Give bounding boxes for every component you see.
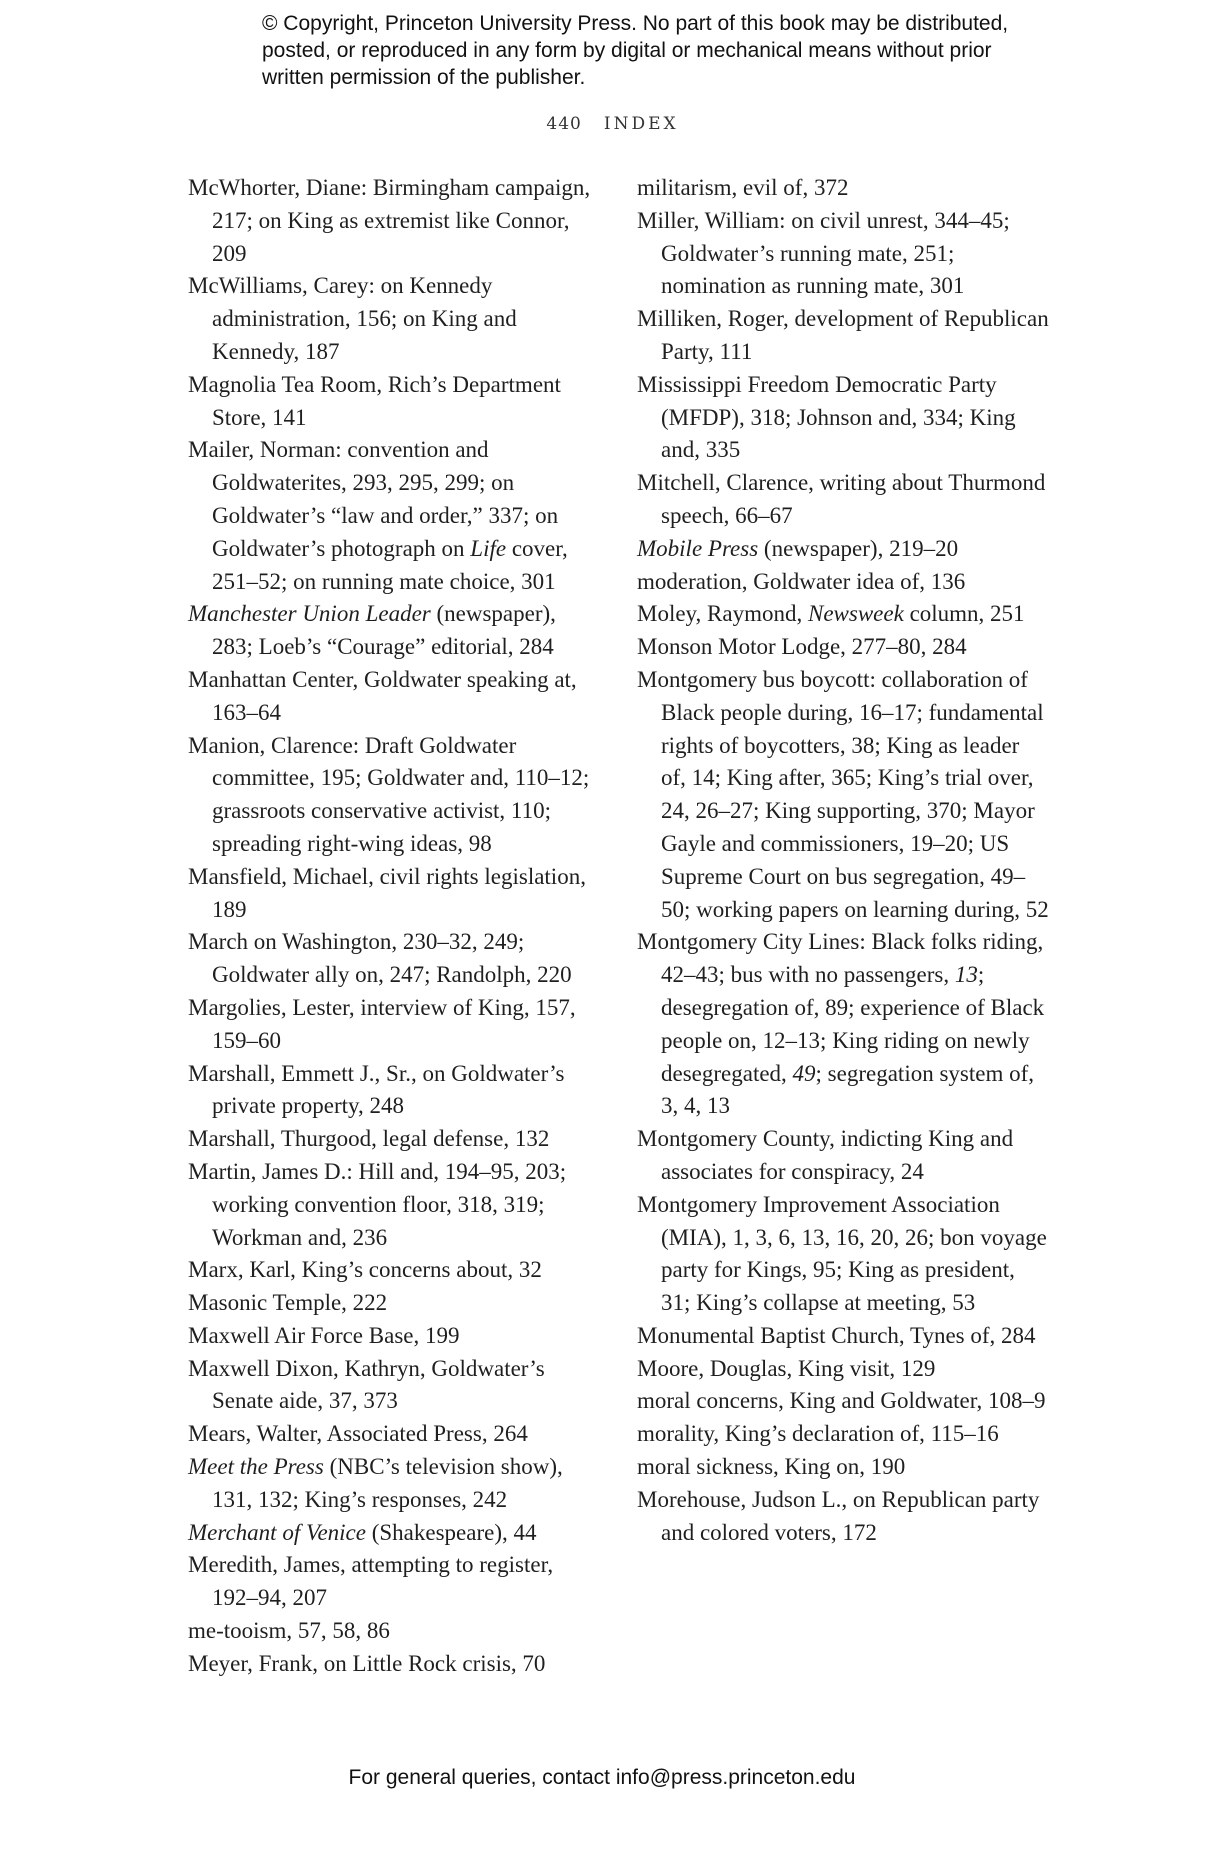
index-entry-text: Monson Motor Lodge, 277–80, 284: [637, 634, 967, 660]
index-entry-text: moderation, Goldwater idea of, 136: [637, 568, 966, 594]
index-entry: [188, 1254, 600, 1287]
index-entry: [637, 1189, 1049, 1320]
index-entry-text: Margolies, Lester, interview of King, 157, 159–60: [188, 994, 576, 1053]
index-entry-text: Montgomery bus boycott: collaboration of Black people during, 16–17; fundamental rights of boycotters, 38; King as leader of, 14; King after, 365; King’s trial over, 24, 26–27; King supporting, 370; Mayor Gayle and commissioners, 19–20; US Supreme Court on bus segregation, 49–50; working papers on learning during, 52: [637, 666, 1049, 922]
index-entry: [637, 926, 1049, 1123]
index-entry-text: Meyer, Frank, on Little Rock crisis, 70: [188, 1650, 546, 1676]
index-entry-text: March on Washington, 230–32, 249; Goldwater ally on, 247; Randolph, 220: [188, 929, 572, 988]
index-entry-text: me-tooism, 57, 58, 86: [188, 1618, 390, 1644]
index-entry-text: Monumental Baptist Church, Tynes of, 284: [637, 1322, 1036, 1348]
footer-contact: For general queries, contact info@press.princeton.edu: [348, 1766, 856, 1789]
index-entry: [188, 1418, 600, 1451]
index-entry-text: moral sickness, King on, 190: [637, 1454, 906, 1480]
index-entry-text: Mansfield, Michael, civil rights legislation, 189: [188, 863, 586, 922]
index-entry-text: McWhorter, Diane: Birmingham campaign, 217; on King as extremist like Connor, 209: [188, 175, 591, 266]
index-entry-text: Meredith, James, attempting to register, 192–94, 207: [188, 1552, 554, 1611]
index-entry-text: Maxwell Air Force Base, 199: [188, 1322, 460, 1348]
index-entry: [188, 1058, 600, 1124]
index-entry-text: Marx, Karl, King’s concerns about, 32: [188, 1257, 542, 1283]
index-entry-text: Miller, William: on civil unrest, 344–45; Goldwater’s running mate, 251; nomination as running mate, 301: [637, 207, 1010, 299]
index-entry-text: (Shakespeare), 44: [365, 1519, 537, 1545]
index-entry-text: Montgomery City Lines: Black folks riding, 42–43; bus with no passengers,: [637, 929, 1044, 988]
index-entry-text: Maxwell Dixon, Kathryn, Goldwater’s Senate aide, 37, 373: [188, 1355, 545, 1414]
index-entry: [188, 1451, 600, 1517]
index-entry-text: Marshall, Thurgood, legal defense, 132: [188, 1126, 550, 1152]
index-entry-italic: Newsweek: [808, 601, 904, 627]
index-entry-text: Martin, James D.: Hill and, 194–95, 203; working convention floor, 318, 319; Workman and, 236: [188, 1158, 567, 1250]
index-entry: [188, 1123, 600, 1156]
index-entry-text: Mississippi Freedom Democratic Party (MFDP), 318; Johnson and, 334; King and, 335: [637, 371, 1016, 463]
index-entry: [188, 861, 600, 927]
index-entry: [188, 1156, 600, 1254]
index-entry: [188, 369, 600, 435]
index-entry: [637, 1484, 1049, 1550]
index-entry-text: Mears, Walter, Associated Press, 264: [188, 1421, 528, 1447]
index-entry: [637, 172, 1049, 205]
index-column-right: [637, 172, 1049, 1549]
index-entry-italic: 49: [792, 1060, 816, 1086]
copyright-notice: © Copyright, Princeton University Press. No part of this book may be distributed, posted, or reproduced in any form by digital or mechanical means without prior written permission of the publisher.: [262, 12, 1009, 89]
section-title: INDEX: [603, 114, 679, 134]
index-entry-text: Montgomery Improvement Association (MIA), 1, 3, 6, 13, 16, 20, 26; bon voyage party for Kings, 95; King as president, 31; King’s collapse at meeting, 53: [637, 1191, 1047, 1316]
index-entry: [637, 369, 1049, 467]
index-entry-text: Moley, Raymond,: [637, 601, 808, 627]
index-entry-text: Morehouse, Judson L., on Republican party and colored voters, 172: [637, 1486, 1040, 1545]
index-entry: [188, 992, 600, 1058]
index-entry-text: cover, 251–52; on running mate choice, 301: [212, 535, 568, 594]
index-entry-italic: Mobile Press: [637, 535, 759, 561]
index-entry-text: (NBC’s television show), 131, 132; King’s responses, 242: [212, 1454, 563, 1512]
index-entry: [637, 664, 1049, 926]
index-entry-text: Magnolia Tea Room, Rich’s Department Store, 141: [188, 371, 561, 430]
index-entry-text: moral concerns, King and Goldwater, 108–9: [637, 1388, 1046, 1414]
index-entry: [637, 1418, 1049, 1451]
index-entry-text: ; desegregation of, 89; experience of Black people on, 12–13; King riding on newly desegregated,: [661, 962, 1045, 1086]
page-number: 440: [546, 114, 582, 134]
index-entry-text: Mailer, Norman: convention and Goldwaterites, 293, 295, 299; on Goldwater’s “law and order,” 337; on Goldwater’s photograph on: [188, 437, 559, 561]
index-entry: [637, 533, 1049, 566]
running-head: [0, 114, 1225, 134]
index-entry-italic: Meet the Press: [188, 1454, 324, 1480]
index-entry: [188, 1287, 600, 1320]
index-entry: [188, 172, 600, 270]
index-entry: [188, 598, 600, 664]
index-entry: [637, 1353, 1049, 1386]
index-entry-text: (newspaper), 283; Loeb’s “Courage” editorial, 284: [212, 601, 556, 660]
index-entry: [637, 1451, 1049, 1484]
index-entry: [188, 1320, 600, 1353]
index-entry-italic: Manchester Union Leader: [188, 601, 431, 627]
index-entry: [188, 434, 600, 598]
index-entry-text: (newspaper), 219–20: [758, 535, 959, 561]
index-entry-text: militarism, evil of, 372: [637, 175, 849, 200]
index-entry-italic: 13: [954, 962, 978, 988]
index-entry-text: Moore, Douglas, King visit, 129: [637, 1355, 936, 1381]
index-entry: [637, 303, 1049, 369]
index-entry: [637, 631, 1049, 664]
index-entry: [188, 1517, 600, 1550]
index-entry: [188, 1615, 600, 1648]
index-entry-text: ; segregation system of, 3, 4, 13: [661, 1060, 1035, 1119]
index-entry: [637, 467, 1049, 533]
index-entry-text: Milliken, Roger, development of Republican Party, 111: [637, 306, 1049, 364]
index-entry-text: McWilliams, Carey: on Kennedy administration, 156; on King and Kennedy, 187: [188, 273, 517, 364]
index-entry-text: Masonic Temple, 222: [188, 1290, 388, 1316]
index-entry: [188, 1353, 600, 1419]
index-entry-text: column, 251: [903, 601, 1025, 627]
index-entry: [188, 1648, 600, 1681]
index-entry: [188, 664, 600, 730]
index-entry-text: morality, King’s declaration of, 115–16: [637, 1421, 999, 1447]
index-entry: [637, 566, 1049, 599]
index-entry-text: Marshall, Emmett J., Sr., on Goldwater’s private property, 248: [188, 1060, 565, 1119]
index-entry: [637, 1320, 1049, 1353]
index-entry-text: Manhattan Center, Goldwater speaking at, 163–64: [188, 666, 577, 725]
index-entry-text: Manion, Clarence: Draft Goldwater committee, 195; Goldwater and, 110–12; grassroots conservative activist, 110; spreading right-wing ideas, 98: [188, 732, 590, 856]
index-column-left: [188, 172, 600, 1681]
index-entry: [188, 270, 600, 368]
index-entry: [637, 598, 1049, 631]
index-entry: [188, 1549, 600, 1615]
index-entry-text: Montgomery County, indicting King and associates for conspiracy, 24: [637, 1126, 1014, 1184]
index-entry: [637, 1385, 1049, 1418]
index-entry: [188, 730, 600, 861]
index-entry-italic: Life: [470, 535, 507, 561]
index-entry-text: Mitchell, Clarence, writing about Thurmond speech, 66–67: [637, 470, 1046, 528]
index-entry-italic: Merchant of Venice: [188, 1519, 366, 1545]
index-entry: [637, 1123, 1049, 1189]
index-entry: [188, 926, 600, 992]
index-entry: [637, 205, 1049, 303]
